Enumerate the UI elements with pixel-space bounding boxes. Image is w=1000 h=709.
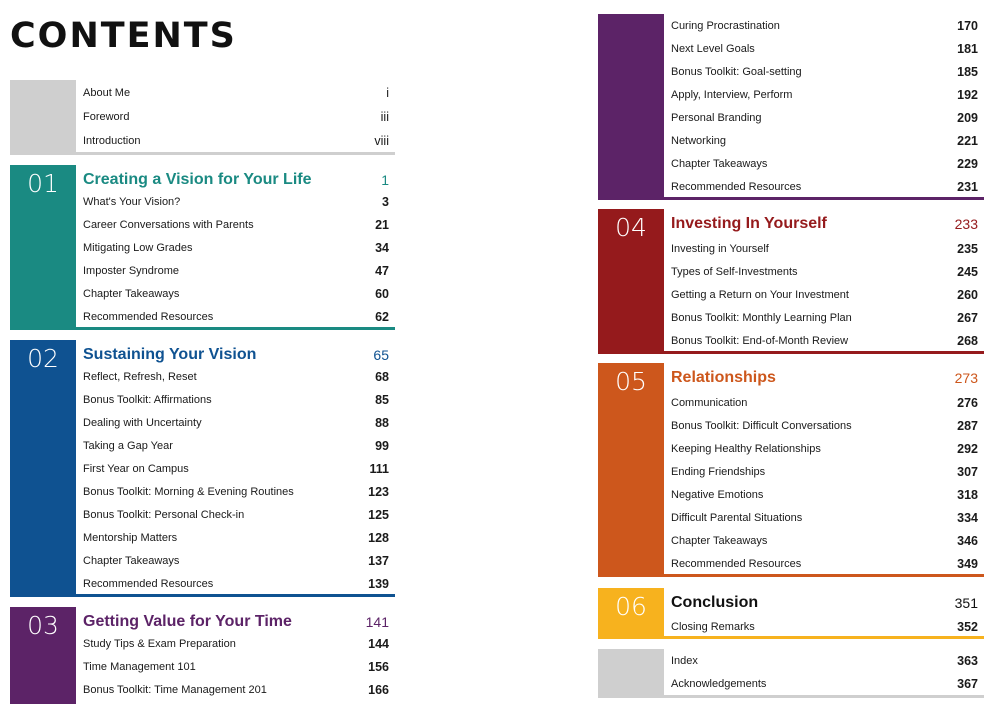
entry-title: Introduction	[83, 135, 141, 147]
entry-title: Mitigating Low Grades	[83, 242, 193, 254]
entry-title: Bonus Toolkit: Goal-setting	[671, 66, 802, 78]
entry-title: Reflect, Refresh, Reset	[83, 371, 197, 383]
chapter-02-section	[10, 340, 395, 597]
entry-page: 166	[368, 683, 389, 697]
chapter-number: 03	[27, 611, 59, 640]
section-rule	[664, 351, 984, 354]
entry-page: 170	[957, 19, 978, 33]
entry-title: Chapter Takeaways	[671, 158, 768, 170]
chapter-page: 65	[373, 347, 389, 363]
entry-title: Time Management 101	[83, 661, 196, 673]
chapter-number-block	[10, 340, 76, 597]
entry-title: Investing in Yourself	[671, 243, 769, 255]
entry-page: 318	[957, 488, 978, 502]
entry-page: 21	[375, 218, 389, 232]
section-rule	[664, 695, 984, 698]
entry-title: Career Conversations with Parents	[83, 219, 254, 231]
section-rule	[76, 327, 395, 330]
entry-title: Bonus Toolkit: Morning & Evening Routines	[83, 486, 294, 498]
entry-page: 156	[368, 660, 389, 674]
entry-page: 363	[957, 654, 978, 668]
entry-title: Networking	[671, 135, 727, 147]
entry-title: Bonus Toolkit: Affirmations	[83, 394, 212, 406]
entry-title: Chapter Takeaways	[83, 555, 180, 567]
chapter-number-block	[598, 14, 664, 200]
entry-title: Bonus Toolkit: End-of-Month Review	[671, 335, 849, 347]
chapter-04-section	[598, 209, 984, 354]
entry-title: Chapter Takeaways	[671, 535, 768, 547]
entry-page: 276	[957, 396, 978, 410]
entry-page: 128	[368, 531, 389, 545]
entry-page: 346	[957, 534, 978, 548]
chapter-03-continued-section	[598, 14, 984, 200]
entry-page: 221	[957, 134, 978, 148]
chapter-number: 05	[615, 367, 647, 396]
entry-page: 181	[957, 42, 978, 56]
entry-page: 367	[957, 677, 978, 691]
entry-title: Bonus Toolkit: Monthly Learning Plan	[671, 312, 852, 324]
entry-page: 268	[957, 334, 978, 348]
entry-title: Curing Procrastination	[671, 20, 780, 32]
entry-page: 235	[957, 242, 978, 256]
front-matter-section	[10, 80, 395, 155]
entry-title: Bonus Toolkit: Personal Check-in	[83, 509, 245, 521]
section-rule	[664, 636, 984, 639]
entry-page: 60	[375, 287, 389, 301]
entry-page: iii	[380, 110, 389, 124]
entry-title: Acknowledgements	[671, 678, 767, 690]
chapter-title: Relationships	[671, 369, 776, 386]
entry-title: Recommended Resources	[83, 311, 214, 323]
entry-page: 111	[369, 462, 389, 476]
entry-page: 229	[957, 157, 978, 171]
chapter-title: Sustaining Your Vision	[83, 346, 257, 363]
chapter-number: 01	[27, 169, 59, 198]
entry-page: 307	[957, 465, 978, 479]
entry-page: 139	[368, 577, 389, 591]
entry-title: Recommended Resources	[671, 181, 802, 193]
front-matter-color-block	[10, 80, 76, 155]
entry-page: 209	[957, 111, 978, 125]
entry-title: What's Your Vision?	[83, 196, 181, 208]
entry-page: i	[386, 86, 389, 100]
section-rule	[76, 594, 395, 597]
entry-title: Recommended Resources	[83, 578, 214, 590]
chapter-page: 273	[954, 370, 978, 386]
entry-page: 292	[957, 442, 978, 456]
entry-title: Dealing with Uncertainty	[83, 417, 202, 429]
entry-page: 62	[375, 310, 389, 324]
chapter-number: 06	[615, 592, 647, 621]
entry-page: 185	[957, 65, 978, 79]
entry-title: Difficult Parental Situations	[671, 512, 803, 524]
chapter-03-section	[10, 607, 395, 704]
chapter-number: 02	[27, 344, 59, 373]
entry-title: First Year on Campus	[83, 463, 189, 475]
entry-page: 231	[957, 180, 978, 194]
entry-title: Recommended Resources	[671, 558, 802, 570]
entry-title: Mentorship Matters	[83, 532, 178, 544]
entry-page: 125	[368, 508, 389, 522]
back-matter-color-block	[598, 649, 664, 698]
entry-title: Negative Emotions	[671, 489, 764, 501]
entry-title: Bonus Toolkit: Time Management 201	[83, 684, 267, 696]
entry-title: Foreword	[83, 111, 130, 123]
entry-title: About Me	[83, 87, 131, 99]
entry-title: Next Level Goals	[671, 43, 755, 55]
entry-title: Keeping Healthy Relationships	[671, 443, 821, 455]
entry-page: 88	[375, 416, 389, 430]
back-matter-section	[598, 649, 984, 698]
entry-title: Personal Branding	[671, 112, 762, 124]
entry-title: Communication	[671, 397, 748, 409]
entry-title: Study Tips & Exam Preparation	[83, 638, 236, 650]
entry-page: 352	[957, 620, 978, 634]
page-title: CONTENTS	[10, 16, 237, 56]
entry-page: 267	[957, 311, 978, 325]
entry-title: Taking a Gap Year	[83, 440, 173, 452]
entry-page: 85	[375, 393, 389, 407]
entry-title: Index	[671, 655, 698, 667]
entry-title: Chapter Takeaways	[83, 288, 180, 300]
entry-page: 144	[368, 637, 389, 651]
chapter-page: 233	[954, 216, 978, 232]
chapter-06-section	[598, 588, 984, 639]
entry-page: 260	[957, 288, 978, 302]
entry-page: 47	[375, 264, 389, 278]
chapter-page: 351	[954, 595, 978, 611]
entry-page: 123	[368, 485, 389, 499]
chapter-title: Creating a Vision for Your Life	[83, 171, 312, 188]
entry-title: Types of Self-Investments	[671, 266, 798, 278]
entry-page: 245	[957, 265, 978, 279]
chapter-title: Conclusion	[671, 594, 759, 611]
chapter-page: 1	[381, 172, 389, 188]
entry-title: Ending Friendships	[671, 466, 766, 478]
chapter-title: Investing In Yourself	[671, 215, 827, 232]
entry-title: Closing Remarks	[671, 621, 755, 633]
entry-page: 192	[957, 88, 978, 102]
entry-page: 137	[368, 554, 389, 568]
entry-page: 99	[375, 439, 389, 453]
chapter-05-section	[598, 363, 984, 577]
entry-page: 34	[375, 241, 389, 255]
entry-title: Bonus Toolkit: Difficult Conversations	[671, 420, 852, 432]
entry-page: 3	[382, 195, 389, 209]
chapter-title: Getting Value for Your Time	[83, 613, 292, 630]
entry-page: 68	[375, 370, 389, 384]
entry-title: Imposter Syndrome	[83, 265, 179, 277]
entry-title: Getting a Return on Your Investment	[671, 289, 849, 301]
entry-page: 334	[957, 511, 978, 525]
entry-page: 349	[957, 557, 978, 571]
chapter-page: 141	[365, 614, 389, 630]
entry-title: Apply, Interview, Perform	[671, 89, 793, 101]
section-rule	[664, 574, 984, 577]
entry-page: 287	[957, 419, 978, 433]
chapter-01-section	[10, 165, 395, 330]
chapter-number: 04	[615, 213, 647, 242]
section-rule	[76, 152, 395, 155]
entry-page: viii	[374, 134, 389, 148]
section-rule	[664, 197, 984, 200]
